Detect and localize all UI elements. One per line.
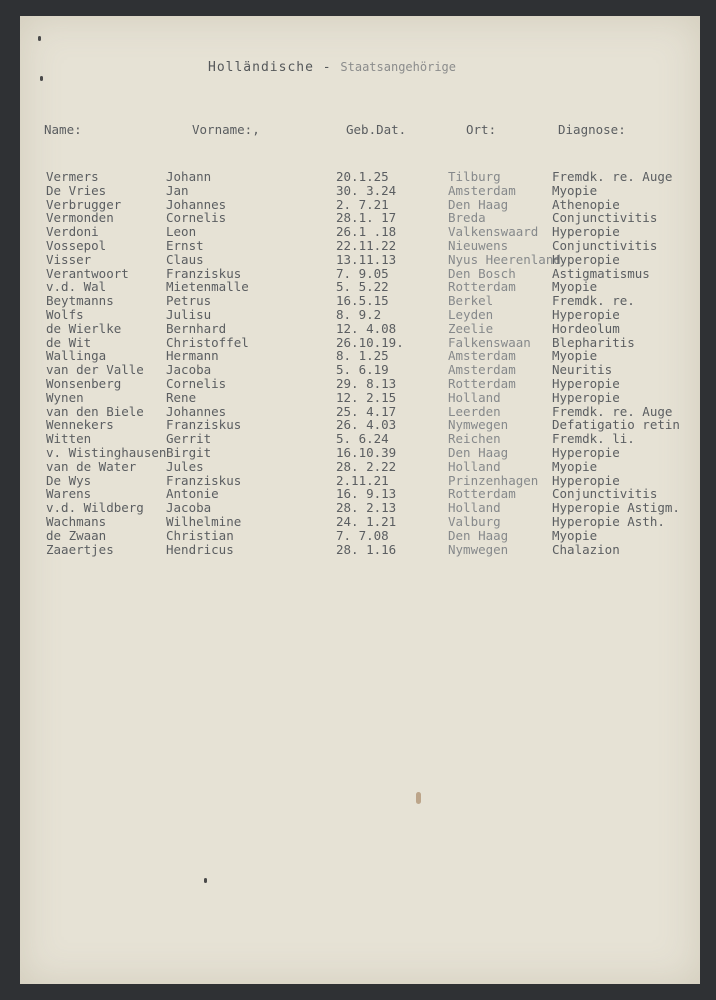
- cell-name: v.d. Wildberg: [46, 500, 144, 516]
- table-row: [20, 391, 700, 405]
- table-row: [20, 336, 700, 350]
- table-row: [20, 529, 700, 543]
- cell-diagnose: Hyperopie: [552, 472, 620, 488]
- cell-gebdat: 28.1. 17: [336, 210, 397, 226]
- cell-name: Wonsenberg: [46, 375, 122, 391]
- table-row: [20, 474, 700, 488]
- cell-vorname: Claus: [166, 251, 204, 267]
- table-row: [20, 515, 700, 529]
- cell-name: Verantwoort: [46, 265, 129, 281]
- cell-ort: Den Haag: [448, 527, 509, 543]
- header-gebdat: Geb.Dat.: [346, 122, 407, 137]
- cell-name: Vossepol: [46, 237, 107, 253]
- cell-ort: Amsterdam: [448, 182, 516, 198]
- cell-gebdat: 30. 3.24: [336, 182, 397, 198]
- cell-ort: Berkel: [448, 293, 494, 309]
- cell-name: Wachmans: [46, 513, 107, 529]
- cell-diagnose: Hyperopie: [552, 375, 620, 391]
- cell-ort: Rotterdam: [448, 279, 516, 295]
- cell-ort: Rotterdam: [448, 486, 516, 502]
- cell-ort: Leerden: [448, 403, 501, 419]
- cell-diagnose: Myopie: [552, 527, 598, 543]
- table-row: [20, 184, 700, 198]
- table-row: [20, 322, 700, 336]
- cell-vorname: Jan: [166, 182, 189, 198]
- cell-gebdat: 5. 6.24: [336, 431, 389, 447]
- cell-vorname: Petrus: [166, 293, 212, 309]
- cell-name: de Wierlke: [46, 320, 122, 336]
- cell-name: de Wit: [46, 334, 92, 350]
- table-row: [20, 225, 700, 239]
- cell-ort: Falkenswaan: [448, 334, 531, 350]
- cell-ort: Rotterdam: [448, 375, 516, 391]
- cell-ort: Nymwegen: [448, 417, 509, 433]
- table-row: [20, 294, 700, 308]
- cell-diagnose: Hyperopie Astigm.: [552, 500, 680, 516]
- cell-diagnose: Hyperopie: [552, 224, 620, 240]
- document-title: [208, 60, 456, 75]
- cell-diagnose: Fremdk. li.: [552, 431, 635, 447]
- cell-name: Wynen: [46, 389, 84, 405]
- patient-list: [20, 170, 700, 556]
- cell-name: de Zwaan: [46, 527, 107, 543]
- cell-vorname: Johannes: [166, 196, 227, 212]
- cell-name: Wolfs: [46, 306, 84, 322]
- table-row: [20, 198, 700, 212]
- ink-speck: [40, 76, 43, 81]
- cell-gebdat: 16. 9.13: [336, 486, 397, 502]
- cell-vorname: Jules: [166, 458, 204, 474]
- cell-ort: Valburg: [448, 513, 501, 529]
- cell-diagnose: Conjunctivitis: [552, 210, 658, 226]
- cell-vorname: Gerrit: [166, 431, 212, 447]
- cell-vorname: Julisu: [166, 306, 212, 322]
- cell-ort: Reichen: [448, 431, 501, 447]
- cell-vorname: Birgit: [166, 444, 212, 460]
- cell-ort: Holland: [448, 389, 501, 405]
- cell-name: Zaaertjes: [46, 541, 114, 557]
- cell-name: Beytmanns: [46, 293, 114, 309]
- table-row: [20, 543, 700, 557]
- cell-ort: Nieuwens: [448, 237, 509, 253]
- cell-name: Witten: [46, 431, 92, 447]
- ink-speck: [204, 878, 207, 883]
- cell-gebdat: 16.10.39: [336, 444, 397, 460]
- cell-diagnose: Astigmatismus: [552, 265, 650, 281]
- cell-vorname: Bernhard: [166, 320, 227, 336]
- cell-vorname: Franziskus: [166, 417, 242, 433]
- cell-vorname: Leon: [166, 224, 197, 240]
- cell-vorname: Cornelis: [166, 210, 227, 226]
- cell-vorname: Christian: [166, 527, 234, 543]
- cell-gebdat: 22.11.22: [336, 237, 397, 253]
- table-row: [20, 377, 700, 391]
- table-row: [20, 501, 700, 515]
- cell-diagnose: Myopie: [552, 348, 598, 364]
- cell-vorname: Franziskus: [166, 265, 242, 281]
- cell-name: van den Biele: [46, 403, 144, 419]
- cell-ort: Leyden: [448, 306, 494, 322]
- cell-gebdat: 8. 9.2: [336, 306, 382, 322]
- cell-ort: Den Haag: [448, 196, 509, 212]
- cell-ort: Valkenswaard: [448, 224, 539, 240]
- table-row: [20, 170, 700, 184]
- cell-name: Verdoni: [46, 224, 99, 240]
- cell-name: De Vries: [46, 182, 107, 198]
- cell-gebdat: 29. 8.13: [336, 375, 397, 391]
- typed-sheet: [20, 16, 700, 984]
- cell-ort: Nyus Heerenland: [448, 251, 561, 267]
- cell-ort: Den Bosch: [448, 265, 516, 281]
- cell-ort: Den Haag: [448, 444, 509, 460]
- cell-vorname: Jacoba: [166, 500, 212, 516]
- cell-gebdat: 26. 4.03: [336, 417, 397, 433]
- cell-name: Visser: [46, 251, 92, 267]
- table-row: [20, 418, 700, 432]
- table-row: [20, 363, 700, 377]
- cell-name: Verbrugger: [46, 196, 122, 212]
- cell-vorname: Cornelis: [166, 375, 227, 391]
- cell-vorname: Wilhelmine: [166, 513, 242, 529]
- cell-gebdat: 16.5.15: [336, 293, 389, 309]
- cell-ort: Tilburg: [448, 169, 501, 184]
- cell-vorname: Mietenmalle: [166, 279, 249, 295]
- cell-name: van de Water: [46, 458, 137, 474]
- table-row: [20, 267, 700, 281]
- cell-diagnose: Hyperopie: [552, 389, 620, 405]
- header-diagnose: Diagnose:: [558, 122, 626, 137]
- cell-gebdat: 2. 7.21: [336, 196, 389, 212]
- cell-diagnose: Conjunctivitis: [552, 486, 658, 502]
- cell-ort: Nymwegen: [448, 541, 509, 557]
- cell-name: Warens: [46, 486, 92, 502]
- table-row: [20, 432, 700, 446]
- cell-diagnose: Fremdk. re. Auge: [552, 169, 673, 184]
- cell-diagnose: Fremdk. re.: [552, 293, 635, 309]
- cell-diagnose: Neuritis: [552, 362, 613, 378]
- table-row: [20, 405, 700, 419]
- cell-ort: Breda: [448, 210, 486, 226]
- cell-diagnose: Chalazion: [552, 541, 620, 557]
- cell-ort: Amsterdam: [448, 362, 516, 378]
- cell-diagnose: Conjunctivitis: [552, 237, 658, 253]
- cell-vorname: Antonie: [166, 486, 219, 502]
- cell-ort: Holland: [448, 458, 501, 474]
- cell-name: v. Wistinghausen: [46, 444, 167, 460]
- cell-gebdat: 28. 2.13: [336, 500, 397, 516]
- cell-name: Vermers: [46, 169, 99, 184]
- paper-stain: [416, 792, 421, 804]
- cell-vorname: Jacoba: [166, 362, 212, 378]
- cell-diagnose: Hyperopie: [552, 306, 620, 322]
- cell-diagnose: Hyperopie: [552, 251, 620, 267]
- cell-vorname: Hendricus: [166, 541, 234, 557]
- table-row: [20, 239, 700, 253]
- cell-vorname: Johann: [166, 169, 212, 184]
- cell-gebdat: 7. 7.08: [336, 527, 389, 543]
- cell-vorname: Franziskus: [166, 472, 242, 488]
- cell-diagnose: Myopie: [552, 279, 598, 295]
- cell-diagnose: Hordeolum: [552, 320, 620, 336]
- table-row: [20, 308, 700, 322]
- table-row: [20, 349, 700, 363]
- ink-speck: [38, 36, 41, 41]
- cell-gebdat: 26.1 .18: [336, 224, 397, 240]
- cell-ort: Amsterdam: [448, 348, 516, 364]
- cell-diagnose: Athenopie: [552, 196, 620, 212]
- cell-gebdat: 12. 4.08: [336, 320, 397, 336]
- cell-name: v.d. Wal: [46, 279, 107, 295]
- cell-diagnose: Defatigatio retin: [552, 417, 680, 433]
- table-row: [20, 211, 700, 225]
- cell-ort: Zeelie: [448, 320, 494, 336]
- cell-gebdat: 20.1.25: [336, 169, 389, 184]
- cell-name: Wennekers: [46, 417, 114, 433]
- cell-name: van der Valle: [46, 362, 144, 378]
- cell-name: Wallinga: [46, 348, 107, 364]
- cell-vorname: Ernst: [166, 237, 204, 253]
- table-row: [20, 253, 700, 267]
- cell-gebdat: 7. 9.05: [336, 265, 389, 281]
- cell-diagnose: Myopie: [552, 182, 598, 198]
- cell-gebdat: 2.11.21: [336, 472, 389, 488]
- cell-name: Vermonden: [46, 210, 114, 226]
- title-faded: Staatsangehörige: [340, 60, 456, 74]
- cell-diagnose: Myopie: [552, 458, 598, 474]
- cell-gebdat: 24. 1.21: [336, 513, 397, 529]
- table-row: [20, 487, 700, 501]
- header-ort: Ort:: [466, 122, 497, 137]
- cell-name: De Wys: [46, 472, 92, 488]
- cell-gebdat: 5. 6.19: [336, 362, 389, 378]
- cell-ort: Prinzenhagen: [448, 472, 539, 488]
- cell-vorname: Christoffel: [166, 334, 249, 350]
- cell-gebdat: 26.10.19.: [336, 334, 404, 350]
- cell-gebdat: 28. 2.22: [336, 458, 397, 474]
- cell-gebdat: 28. 1.16: [336, 541, 397, 557]
- header-vorname: Vorname:,: [192, 122, 260, 137]
- title-main: Holländische -: [208, 60, 341, 75]
- cell-gebdat: 5. 5.22: [336, 279, 389, 295]
- cell-diagnose: Blepharitis: [552, 334, 635, 350]
- cell-gebdat: 8. 1.25: [336, 348, 389, 364]
- cell-diagnose: Hyperopie: [552, 444, 620, 460]
- cell-vorname: Hermann: [166, 348, 219, 364]
- cell-diagnose: Hyperopie Asth.: [552, 513, 665, 529]
- cell-gebdat: 25. 4.17: [336, 403, 397, 419]
- cell-gebdat: 13.11.13: [336, 251, 397, 267]
- table-row: [20, 446, 700, 460]
- cell-diagnose: Fremdk. re. Auge: [552, 403, 673, 419]
- cell-gebdat: 12. 2.15: [336, 389, 397, 405]
- cell-vorname: Rene: [166, 389, 197, 405]
- cell-vorname: Johannes: [166, 403, 227, 419]
- table-row: [20, 280, 700, 294]
- table-row: [20, 460, 700, 474]
- header-name: Name:: [44, 122, 82, 137]
- cell-ort: Holland: [448, 500, 501, 516]
